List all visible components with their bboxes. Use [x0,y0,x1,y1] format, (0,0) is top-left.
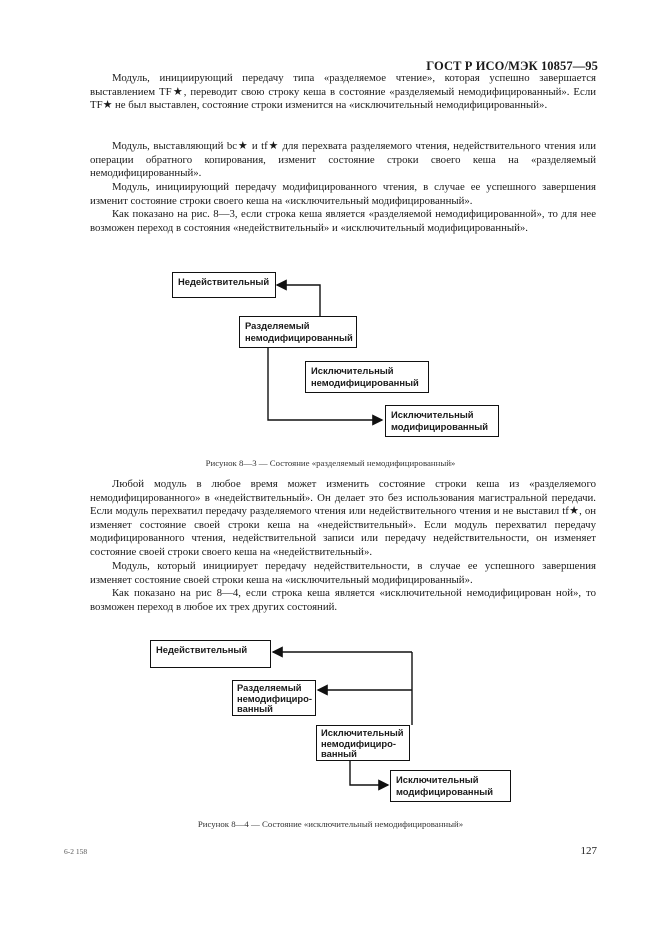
paragraph: Модуль, инициирующий передачу модифицированного чтения, в случае ее успешного завершения изменит состояние строки своего кеша на «исключительный модифицированный». [90,181,596,207]
state-box-shared-unmodified: Разделяемый немодифициро-ванный [232,680,316,716]
paragraph: Модуль, выставляющий bc★ и tf★ для перехвата разделяемого чтения, недействительного чтения или операции обратного копирования, изменит состояние строки своего кеша на «разделяемый немодифицированный». [90,140,596,180]
figure-caption: Рисунок 8—4 — Состояние «исключительный немодифицированный» [197,819,464,829]
document-header: ГОСТ Р ИСО/МЭК 10857—95 [426,59,598,73]
state-box-invalid: Недействительный [150,640,271,668]
arrow-shared-to-invalid [277,285,320,316]
state-box-exclusive-unmodified: Исключительный немодифициро-ванный [316,725,410,761]
state-box-exclusive-modified: Исключительный модифицированный [390,770,511,802]
paragraph: Любой модуль в любое время может изменить состояние строки кеша из «разделяемого немодифицированного» в «недействительный». Он делает это без использования магистральной передачи. Если модуль перехватил передачу разделяемого чтения или недействительного чтения и не выставил tf★, он изменяет состояние своей строки кеша на «недействительный». Если модуль перехватил передачу модифицированного чтения, недействительной записи или передачу недействительности, он изменяет состояние своей строки своего кеша на «недействительный». [90,478,596,558]
page-number: 127 [580,845,597,857]
state-box-invalid: Недействительный [172,272,276,298]
state-box-exclusive-unmodified: Исключительный немодифицированный [305,361,429,393]
arrow-exclunmod-to-exclmod [350,760,388,785]
paragraph: Модуль, который инициирует передачу недействительности, в случае ее успешного завершения изменяет состояние своей строки кеша на «исключительный модифицированный». [90,560,596,586]
figure-caption: Рисунок 8—3 — Состояние «разделяемый немодифицированный» [205,458,456,468]
state-box-exclusive-modified: Исключительный модифицированный [385,405,499,437]
paragraph: Как показано на рис 8—4, если строка кеша является «исключительной немодифицирован ной», то возможен переход в любое их трех других состояний. [90,587,596,613]
state-box-shared-unmodified: Разделяемый немодифицированный [239,316,357,348]
footer-code: 6-2 158 [64,847,88,856]
paragraph: Как показано на рис. 8—3, если строка кеша является «разделяемой немодифицированной», то для нее возможен переход в состояния «недействительный» и «исключительный модифицированный». [90,208,596,234]
paragraph: Модуль, инициирующий передачу типа «разделяемое чтение», которая успешно завершается выставлением TF★, переводит свою строку кеша в состояние «разделяемый немодифицированный». Если TF★ не был выставлен, состояние строки изменится на «исключительный немодифицированный». [90,72,596,112]
